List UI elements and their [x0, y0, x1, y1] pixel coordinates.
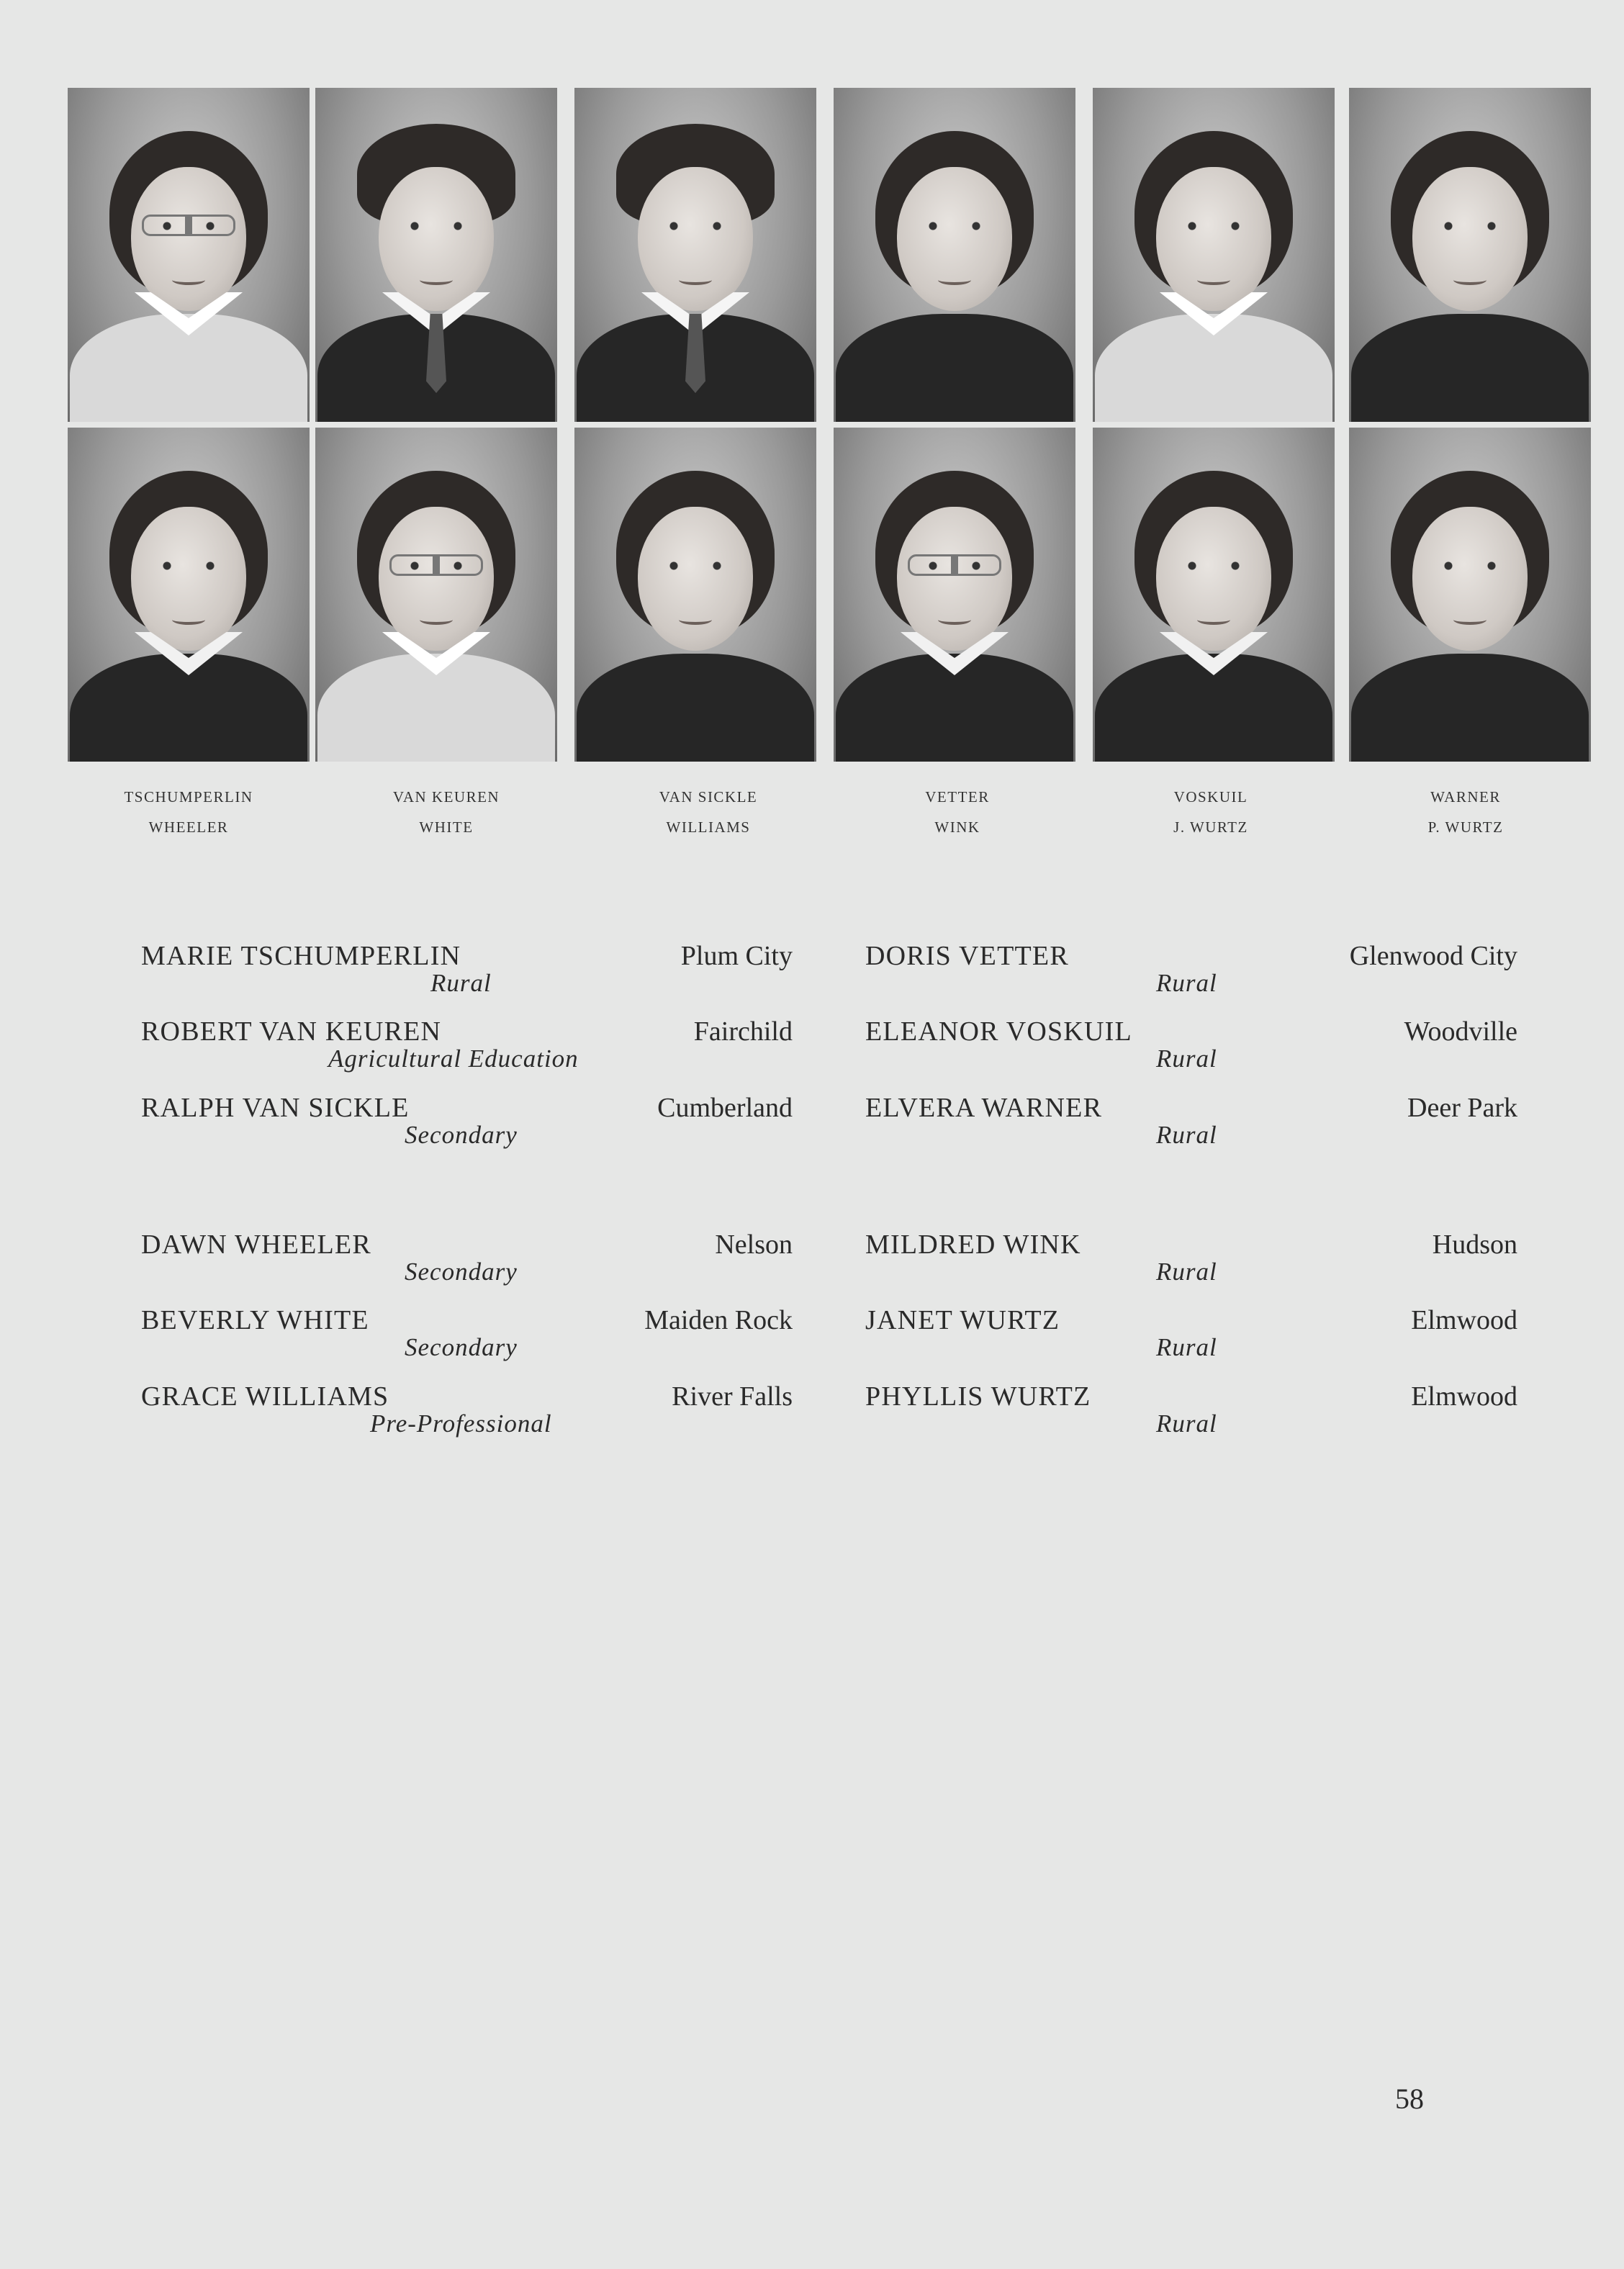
student-name: ELVERA WARNER: [865, 1093, 1103, 1123]
student-town: Glenwood City: [1349, 941, 1517, 971]
student-course: Rural: [1156, 1409, 1217, 1438]
caption-column: [1084, 782, 1337, 842]
roster-entry: [865, 1092, 1517, 1157]
student-name: GRACE WILLIAMS: [141, 1381, 389, 1412]
caption-column: [320, 782, 573, 842]
caption-top: VOSKUIL: [1173, 788, 1248, 806]
caption-top: VAN SICKLE: [659, 788, 758, 806]
roster-entry: [865, 1304, 1517, 1369]
student-town: Elmwood: [1411, 1305, 1517, 1335]
student-name: ELEANOR VOSKUIL: [865, 1016, 1132, 1047]
caption-bottom: WHITE: [419, 818, 474, 836]
student-course: Rural: [1156, 1121, 1217, 1149]
student-name: PHYLLIS WURTZ: [865, 1381, 1091, 1412]
student-town: River Falls: [672, 1381, 793, 1412]
student-name: RALPH VAN SICKLE: [141, 1093, 410, 1123]
student-name: DORIS VETTER: [865, 941, 1069, 971]
student-course: Rural: [1156, 1258, 1217, 1286]
student-course: Secondary: [405, 1258, 518, 1286]
roster-entry: [141, 940, 793, 1005]
student-course: Agricultural Education: [328, 1045, 579, 1073]
roster-entry: [141, 1229, 793, 1294]
student-name: MILDRED WINK: [865, 1230, 1081, 1260]
student-town: Woodville: [1404, 1016, 1517, 1047]
page-number: 58: [1395, 2083, 1424, 2115]
student-name: ROBERT VAN KEUREN: [141, 1016, 442, 1047]
roster-entry: [141, 1304, 793, 1369]
portrait-wheeler: [68, 428, 310, 762]
portrait-p-wurtz: [1349, 428, 1591, 762]
portrait-voskuil: [1093, 88, 1335, 422]
caption-column: [62, 782, 315, 842]
student-course: Rural: [1156, 1333, 1217, 1361]
student-town: Maiden Rock: [644, 1305, 793, 1335]
caption-bottom: WINK: [934, 818, 980, 836]
roster-entry: [865, 1381, 1517, 1445]
roster-entry: [865, 1229, 1517, 1294]
portrait-van-keuren: [315, 88, 557, 422]
student-town: Hudson: [1432, 1230, 1517, 1260]
portrait-wink: [834, 428, 1075, 762]
student-town: Elmwood: [1411, 1381, 1517, 1412]
student-name: DAWN WHEELER: [141, 1230, 371, 1260]
student-town: Plum City: [680, 941, 793, 971]
portrait-white: [315, 428, 557, 762]
roster-entry: [141, 1092, 793, 1157]
portrait-warner: [1349, 88, 1591, 422]
student-course: Secondary: [405, 1333, 518, 1361]
caption-top: VAN KEUREN: [392, 788, 500, 806]
caption-top: WARNER: [1430, 788, 1501, 806]
student-course: Pre-Professional: [370, 1409, 552, 1438]
caption-bottom: WHEELER: [148, 818, 229, 836]
caption-bottom: J. WURTZ: [1173, 818, 1248, 836]
student-town: Fairchild: [693, 1016, 793, 1047]
caption-column: [831, 782, 1084, 842]
roster-entry: [865, 940, 1517, 1005]
student-course: Rural: [430, 969, 492, 997]
portrait-van-sickle: [574, 88, 816, 422]
student-town: Deer Park: [1407, 1093, 1517, 1123]
caption-column: [1339, 782, 1592, 842]
portrait-williams: [574, 428, 816, 762]
roster-entry: [865, 1016, 1517, 1081]
portrait-grid: [68, 88, 1591, 763]
student-course: Rural: [1156, 969, 1217, 997]
roster-entry: [141, 1381, 793, 1445]
roster-entry: [141, 1016, 793, 1081]
student-course: Rural: [1156, 1045, 1217, 1073]
caption-bottom: P. WURTZ: [1427, 818, 1504, 836]
portrait-vetter: [834, 88, 1075, 422]
caption-column: [582, 782, 835, 842]
student-name: JANET WURTZ: [865, 1305, 1060, 1335]
student-name: BEVERLY WHITE: [141, 1305, 369, 1335]
caption-top: VETTER: [925, 788, 990, 806]
student-name: MARIE TSCHUMPERLIN: [141, 941, 461, 971]
caption-bottom: WILLIAMS: [666, 818, 751, 836]
student-course: Secondary: [405, 1121, 518, 1149]
student-town: Nelson: [715, 1230, 793, 1260]
student-town: Cumberland: [657, 1093, 793, 1123]
caption-top: TSCHUMPERLIN: [124, 788, 253, 806]
photo-captions: [68, 782, 1591, 839]
portrait-tschumperlin: [68, 88, 310, 422]
portrait-j-wurtz: [1093, 428, 1335, 762]
